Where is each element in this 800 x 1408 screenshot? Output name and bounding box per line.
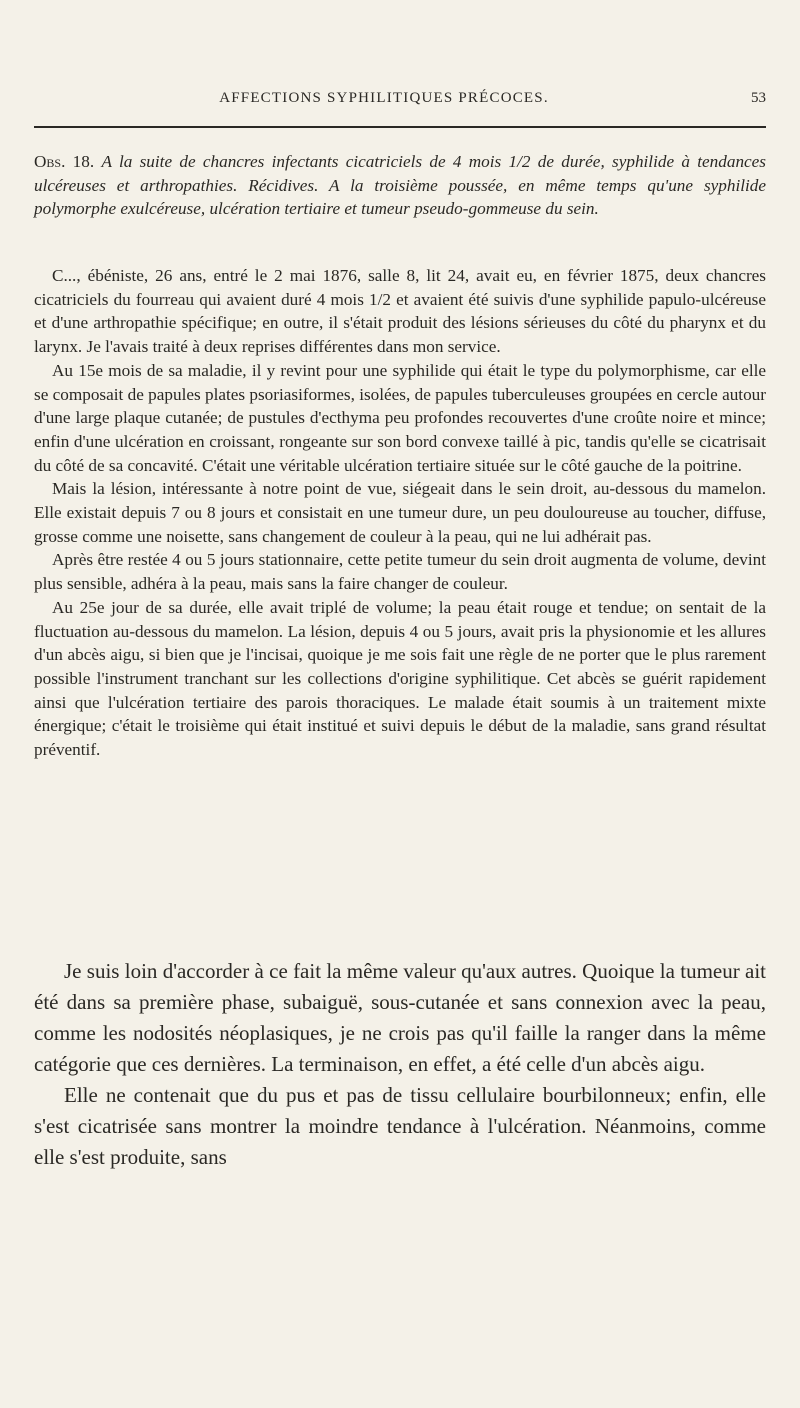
running-title: AFFECTIONS SYPHILITIQUES PRÉCOCES. (219, 90, 549, 106)
commentary-paragraph: Je suis loin d'accorder à ce fait la même valeur qu'aux autres. Quoique la tumeur ait été dans sa première phase, subaiguë, sous-cutanée et sans connexion avec la peau, comme les nodosités néoplasiques, je ne crois pas qu'il faille la ranger dans la même catégorie que ces dernières. La terminaison, en effet, a été celle d'un abcès aigu. (34, 959, 766, 1076)
page-header (34, 88, 794, 112)
observation-paragraph: Au 15e mois de sa maladie, il y revint pour une syphilide qui était le type du polymorphisme, car elle se composait de papules plates psoriasiformes, isolées, de papules tuberculeuses groupées en cercle autour d'une large plaque cutanée; de pustules d'ecthyma peu profondes recouvertes d'une croûte noire et mince; enfin d'une ulcération en croissant, rongeante sur son bord convexe taillé à pic, tandis qu'elle se cicatrisait du côté de sa concavité. C'était une véritable ulcération tertiaire située sur le côté gauche de la poitrine. (34, 360, 766, 475)
observation-body (34, 264, 766, 762)
page-number: 53 (751, 90, 766, 106)
observation-label: Obs. 18. (34, 152, 95, 171)
header-rule (34, 126, 766, 128)
observation-title: A la suite de chancres infectants cicatriciels de 4 mois 1/2 de durée, syphilide à tendances ulcéreuses et arthropathies. Récidives. A la troisième poussée, en même temps qu'une syphilide polymorphe exulcéreuse, ulcération tertiaire et tumeur pseudo-gommeuse du sein. (34, 152, 766, 219)
commentary-body (34, 956, 766, 1173)
observation-paragraph: Après être restée 4 ou 5 jours stationnaire, cette petite tumeur du sein droit augmenta de volume, devint plus sensible, adhéra à la peau, mais sans la faire changer de couleur. (34, 550, 766, 594)
observation-paragraph: Mais la lésion, intéressante à notre point de vue, siégeait dans le sein droit, au-dessous du mamelon. Elle existait depuis 7 ou 8 jours et consistait en une tumeur dure, un peu douloureuse au toucher, diffuse, grosse comme une noisette, sans changement de couleur à la peau, qui ne lui adhérait pas. (34, 479, 766, 546)
observation-paragraph: C..., ébéniste, 26 ans, entré le 2 mai 1876, salle 8, lit 24, avait eu, en février 1875, deux chancres cicatriciels du fourreau qui avaient duré 4 mois 1/2 et avaient été suivis d'une syphilide papulo-ulcéreuse et d'une arthropathie spécifique; en outre, il s'était produit des lésions sérieuses du côté du pharynx et du larynx. Je l'avais traité à deux reprises différentes dans mon service. (34, 266, 766, 357)
commentary-paragraph: Elle ne contenait que du pus et pas de tissu cellulaire bourbilonneux; enfin, elle s'est cicatrisée sans montrer la moindre tendance à l'ulcération. Néanmoins, comme elle s'est produite, sans (34, 1083, 766, 1169)
observation-heading (34, 150, 766, 221)
observation-paragraph: Au 25e jour de sa durée, elle avait triplé de volume; la peau était rouge et tendue; on sentait de la fluctuation au-dessous du mamelon. La lésion, depuis 4 ou 5 jours, avait pris la physionomie et les allures d'un abcès aigu, si bien que je l'incisai, quoique je me sois fait une règle de ne porter que le plus rarement possible l'instrument tranchant sur les collections d'origine syphilitique. Cet abcès se guérit rapidement ainsi que l'ulcération tertiaire des parois thoraciques. Le malade était soumis à un traitement mixte énergique; c'était le troisième qui était institué et suivi depuis le début de la maladie, sans grand résultat préventif. (34, 597, 766, 760)
